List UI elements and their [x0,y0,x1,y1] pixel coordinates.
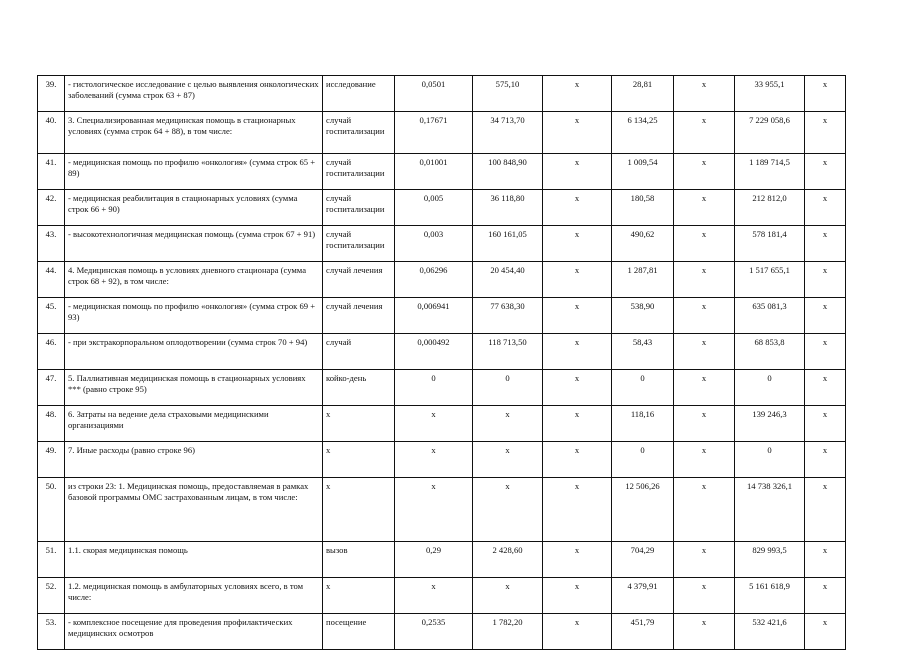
col9-cell: х [805,442,846,478]
table-row [38,478,846,542]
total-cell: 212 812,0 [735,190,805,226]
row-name: 1.1. скорая медицинская помощь [65,542,323,578]
table-row [38,442,846,478]
per-capita-cell: 704,29 [612,542,674,578]
cost-cell: 575,10 [473,76,543,112]
col5-cell: х [543,190,612,226]
row-name: 5. Паллиативная медицинская помощь в стационарных условиях *** (равно строке 95) [65,370,323,406]
norm-cell: 0,006941 [395,298,473,334]
unit-cell: исследование [323,76,395,112]
col9-cell: х [805,406,846,442]
cost-cell: 77 638,30 [473,298,543,334]
col7-cell: х [674,76,735,112]
row-name: - гистологическое исследование с целью выявления онкологических заболеваний (сумма строк 63 + 87) [65,76,323,112]
row-number: 46. [38,334,65,370]
per-capita-cell: 538,90 [612,298,674,334]
col7-cell: х [674,442,735,478]
total-cell: 139 246,3 [735,406,805,442]
row-name: 1.2. медицинская помощь в амбулаторных условиях всего, в том числе: [65,578,323,614]
col9-cell: х [805,478,846,542]
row-number: 45. [38,298,65,334]
row-name: 7. Иные расходы (равно строке 96) [65,442,323,478]
col7-cell: х [674,406,735,442]
row-number: 47. [38,370,65,406]
row-name: - высокотехнологичная медицинская помощь (сумма строк 67 + 91) [65,226,323,262]
table-row [38,542,846,578]
norm-cell: х [395,578,473,614]
table-row [38,190,846,226]
per-capita-cell: 12 506,26 [612,478,674,542]
total-cell: 1 517 655,1 [735,262,805,298]
per-capita-cell: 4 379,91 [612,578,674,614]
total-cell: 0 [735,442,805,478]
col5-cell: х [543,370,612,406]
per-capita-cell: 180,58 [612,190,674,226]
unit-cell: случай госпитализации [323,190,395,226]
unit-cell: случай лечения [323,262,395,298]
unit-cell: случай госпитализации [323,226,395,262]
col7-cell: х [674,262,735,298]
table-row [38,406,846,442]
col9-cell: х [805,370,846,406]
col5-cell: х [543,76,612,112]
norm-cell: 0 [395,370,473,406]
table-row [38,298,846,334]
row-number: 48. [38,406,65,442]
row-number: 42. [38,190,65,226]
per-capita-cell: 1 287,81 [612,262,674,298]
col5-cell: х [543,478,612,542]
table-row [38,334,846,370]
col7-cell: х [674,578,735,614]
col5-cell: х [543,406,612,442]
row-name: - медицинская реабилитация в стационарных условиях (сумма строк 66 + 90) [65,190,323,226]
row-number: 50. [38,478,65,542]
unit-cell: случай госпитализации [323,154,395,190]
cost-cell: 118 713,50 [473,334,543,370]
unit-cell: х [323,478,395,542]
norm-cell: х [395,406,473,442]
unit-cell: случай [323,334,395,370]
per-capita-cell: 0 [612,442,674,478]
per-capita-cell: 0 [612,370,674,406]
total-cell: 1 189 714,5 [735,154,805,190]
total-cell: 14 738 326,1 [735,478,805,542]
col5-cell: х [543,334,612,370]
norm-cell: х [395,442,473,478]
row-number: 43. [38,226,65,262]
col5-cell: х [543,112,612,154]
col5-cell: х [543,298,612,334]
total-cell: 0 [735,370,805,406]
unit-cell: х [323,442,395,478]
norm-cell: 0,2535 [395,614,473,650]
row-number: 51. [38,542,65,578]
unit-cell: случай госпитализации [323,112,395,154]
cost-cell: х [473,406,543,442]
cost-cell: 160 161,05 [473,226,543,262]
per-capita-cell: 451,79 [612,614,674,650]
cost-cell: 1 782,20 [473,614,543,650]
table-row [38,578,846,614]
col7-cell: х [674,542,735,578]
per-capita-cell: 1 009,54 [612,154,674,190]
col9-cell: х [805,226,846,262]
col7-cell: х [674,190,735,226]
financing-table [37,75,846,650]
cost-cell: 34 713,70 [473,112,543,154]
cost-cell: 100 848,90 [473,154,543,190]
row-name: 6. Затраты на ведение дела страховыми медицинскими организациями [65,406,323,442]
col9-cell: х [805,190,846,226]
col9-cell: х [805,298,846,334]
table-row [38,226,846,262]
per-capita-cell: 6 134,25 [612,112,674,154]
unit-cell: х [323,406,395,442]
total-cell: 5 161 618,9 [735,578,805,614]
total-cell: 829 993,5 [735,542,805,578]
col9-cell: х [805,334,846,370]
row-name: 3. Специализированная медицинская помощь в стационарных условиях (сумма строк 64 + 88), в том числе: [65,112,323,154]
row-name: из строки 23: 1. Медицинская помощь, предоставляемая в рамках базовой программы ОМС застрахованным лицам, в том числе: [65,478,323,542]
col7-cell: х [674,478,735,542]
unit-cell: случай лечения [323,298,395,334]
col7-cell: х [674,370,735,406]
unit-cell: посещение [323,614,395,650]
col5-cell: х [543,154,612,190]
table-body [38,76,846,650]
norm-cell: 0,005 [395,190,473,226]
row-name: 4. Медицинская помощь в условиях дневного стационара (сумма строк 68 + 92), в том числе: [65,262,323,298]
col7-cell: х [674,334,735,370]
cost-cell: 20 454,40 [473,262,543,298]
total-cell: 7 229 058,6 [735,112,805,154]
unit-cell: вызов [323,542,395,578]
norm-cell: х [395,478,473,542]
total-cell: 33 955,1 [735,76,805,112]
cost-cell: х [473,478,543,542]
row-number: 41. [38,154,65,190]
col9-cell: х [805,112,846,154]
col5-cell: х [543,226,612,262]
unit-cell: койко-день [323,370,395,406]
col5-cell: х [543,442,612,478]
col5-cell: х [543,614,612,650]
table-row [38,76,846,112]
col7-cell: х [674,614,735,650]
col9-cell: х [805,154,846,190]
cost-cell: 2 428,60 [473,542,543,578]
col9-cell: х [805,262,846,298]
unit-cell: х [323,578,395,614]
norm-cell: 0,003 [395,226,473,262]
row-number: 39. [38,76,65,112]
col9-cell: х [805,578,846,614]
per-capita-cell: 58,43 [612,334,674,370]
row-number: 44. [38,262,65,298]
row-number: 53. [38,614,65,650]
row-number: 52. [38,578,65,614]
table-row [38,154,846,190]
col7-cell: х [674,298,735,334]
col7-cell: х [674,112,735,154]
col5-cell: х [543,542,612,578]
row-name: - комплексное посещение для проведения профилактических медицинских осмотров [65,614,323,650]
row-name: - медицинская помощь по профилю «онкология» (сумма строк 65 + 89) [65,154,323,190]
col9-cell: х [805,542,846,578]
col7-cell: х [674,154,735,190]
norm-cell: 0,17671 [395,112,473,154]
total-cell: 532 421,6 [735,614,805,650]
row-number: 40. [38,112,65,154]
col9-cell: х [805,76,846,112]
row-name: - при экстракорпоральном оплодотворении (сумма строк 70 + 94) [65,334,323,370]
col5-cell: х [543,262,612,298]
table-row [38,262,846,298]
table-row [38,370,846,406]
per-capita-cell: 28,81 [612,76,674,112]
cost-cell: 0 [473,370,543,406]
norm-cell: 0,01001 [395,154,473,190]
per-capita-cell: 490,62 [612,226,674,262]
total-cell: 635 081,3 [735,298,805,334]
cost-cell: х [473,442,543,478]
col9-cell: х [805,614,846,650]
total-cell: 68 853,8 [735,334,805,370]
col5-cell: х [543,578,612,614]
cost-cell: 36 118,80 [473,190,543,226]
norm-cell: 0,29 [395,542,473,578]
norm-cell: 0,06296 [395,262,473,298]
per-capita-cell: 118,16 [612,406,674,442]
cost-cell: х [473,578,543,614]
table-row [38,112,846,154]
norm-cell: 0,000492 [395,334,473,370]
col7-cell: х [674,226,735,262]
total-cell: 578 181,4 [735,226,805,262]
norm-cell: 0,0501 [395,76,473,112]
row-name: - медицинская помощь по профилю «онкология» (сумма строк 69 + 93) [65,298,323,334]
table-row [38,614,846,650]
row-number: 49. [38,442,65,478]
